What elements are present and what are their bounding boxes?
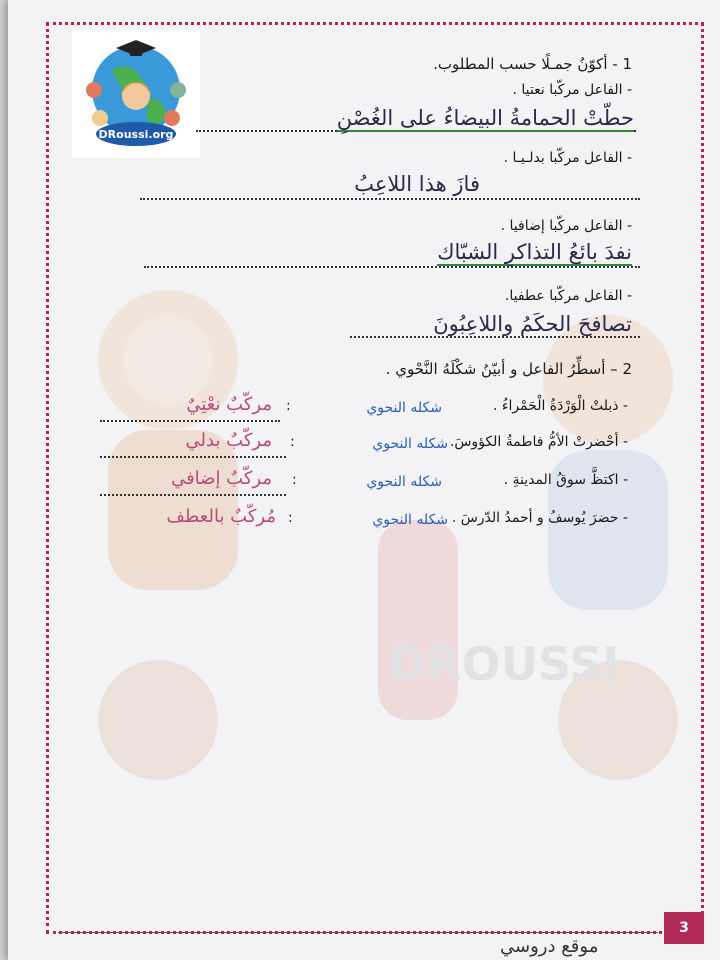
section2-label-1: شكله النحوي <box>366 400 442 416</box>
watermark-text: DROUSSI <box>388 637 620 691</box>
section2-sentence-1: - ذبلتْ الْوَرْدَةُ الْحَمْراءُ . <box>492 398 628 414</box>
colon-4: : <box>288 510 293 526</box>
droussi-logo <box>72 30 200 158</box>
colon-3: : <box>292 472 297 488</box>
footer-site: موقع دروسي <box>500 936 599 957</box>
section2-title: 2 – أسطِّرُ الفاعل و أبيّنُ شكْلَهُ النَّحْوي . <box>385 360 632 378</box>
section2-sentence-4: - حضرَ يُوسفُ و أحمدُ الدّرسَ . <box>451 510 628 526</box>
section2-label-2: شكله النحوي <box>372 436 448 452</box>
colon-1: : <box>286 398 291 414</box>
section1-answer-4: تصافحَ الحكَمُ واللاعِبُونَ <box>433 312 632 336</box>
section1-prompt-4: - الفاعل مركّبا عطفيا. <box>504 288 632 304</box>
colon-2: : <box>290 434 295 450</box>
section1-answer-2: فازَ هذا اللاعِبُ <box>354 172 480 196</box>
answer-line-2 <box>140 198 640 200</box>
section2-line-2 <box>100 456 286 458</box>
section2-answer-2: مركّبٌ بدلي <box>185 430 272 451</box>
section1-prompt-3: - الفاعل مركّبا إضافيا . <box>500 218 632 234</box>
section1-prompt-2: - الفاعل مركّبا بدلـيـا . <box>503 150 632 166</box>
section2-sentence-2: - أحْضرتْ الأمُّ فاطمةُ الكؤوسَ. <box>449 434 628 450</box>
logo-text: DRoussi.org <box>98 128 174 141</box>
section2-label-3: شكله النحوي <box>366 474 442 490</box>
section1-prompt-1: - الفاعل مركّبا نعتيا . <box>512 82 632 98</box>
section2-line-1 <box>100 420 280 422</box>
page-number: 3 <box>664 912 704 944</box>
answer-line-4 <box>350 336 640 338</box>
footer-rule <box>58 932 658 933</box>
section2-label-4: شكله النحوي <box>372 512 448 528</box>
section1-answer-3: نفدَ بائعُ التذاكرِ الشبّاك <box>437 240 632 264</box>
section2-answer-3: مركّبٌ إضافي <box>171 468 272 489</box>
section2-sentence-3: - اكتظَّ سوقُ المدينةِ . <box>503 472 628 488</box>
section1-title: 1 - أكوّنُ جمـلًا حسب المطلوب. <box>433 55 632 73</box>
section2-answer-1: مركّبٌ نعْتِيٌ <box>186 394 272 415</box>
section1-answer-1: حطّتْ الحمامةُ البيضاءُ على الغُصْنِ <box>336 106 634 130</box>
answer-line-3 <box>144 266 640 268</box>
section2-line-3 <box>100 494 286 496</box>
section2-answer-4: مُركّبٌ بالعطف <box>166 506 276 527</box>
